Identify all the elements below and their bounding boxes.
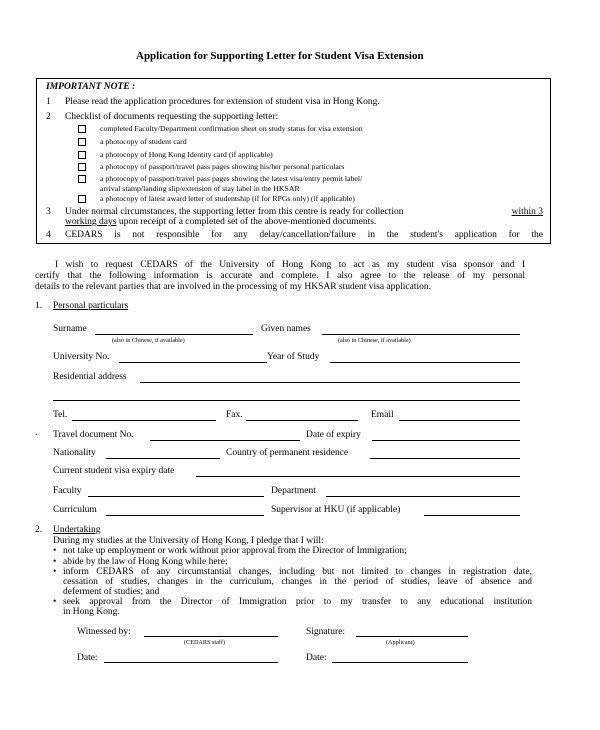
declaration-line-1: I wish to request CEDARS of the University of Hong Kong to act as my student visa sponsor and I [55, 260, 525, 270]
department-field[interactable] [326, 496, 520, 497]
section-2-number: 2. [35, 525, 43, 535]
undertaking-item: not take up employment or work without prior approval from the Director of Immigration; [63, 546, 407, 556]
checklist-item: a photocopy of latest award letter of studentship (if for RPGs only) (if applicable) [100, 194, 355, 203]
bullet-mark: . [35, 428, 38, 438]
note-item-4-text: CEDARS is not responsible for any delay/cancellation/failure in the student's application for the [65, 230, 543, 240]
note-item-1-num: 1 [46, 97, 51, 107]
undertaking-item-continued: cessation of studies, changes in the curriculum, changes in the period of studies, leave of absence and [63, 577, 532, 587]
witness-date-label: Date: [77, 653, 98, 663]
applicant-hint: (Applicant) [386, 639, 415, 646]
faculty-field[interactable] [88, 496, 264, 497]
university-no-label: University No. [53, 352, 110, 362]
undertaking-intro: During my studies at the University of Hong Kong, I pledge that I will: [53, 536, 324, 546]
bullet-mark: • [53, 546, 57, 556]
fax-field[interactable] [246, 420, 358, 421]
visa-expiry-label: Current student visa expiry date [53, 466, 175, 476]
country-residence-label: Country of permanent residence [226, 448, 349, 458]
visa-expiry-field[interactable] [196, 476, 520, 477]
note-item-3-num: 3 [46, 207, 51, 217]
date-of-expiry-field[interactable] [372, 440, 520, 441]
undertaking-item-continued: deferment of studies; and [63, 587, 160, 597]
curriculum-label: Curriculum [53, 505, 97, 515]
section-1-heading: Personal particulars [53, 301, 129, 311]
year-of-study-field[interactable] [330, 362, 520, 363]
year-of-study-label: Year of Study [267, 352, 320, 362]
checklist-item: a photocopy of Hong Kong Identity card (if applicable) [100, 150, 273, 159]
witness-signature-field[interactable] [144, 636, 278, 637]
faculty-label: Faculty [53, 486, 82, 496]
given-names-field[interactable] [322, 334, 520, 335]
note-item-2-num: 2 [46, 112, 51, 122]
checkbox-confirmation-sheet[interactable] [78, 125, 86, 133]
bullet-mark: • [53, 597, 57, 607]
applicant-signature-field[interactable] [356, 636, 468, 637]
signature-label: Signature: [306, 627, 346, 637]
curriculum-field[interactable] [106, 515, 264, 516]
nationality-field[interactable] [106, 458, 220, 459]
undertaking-item: seek approval from the Director of Immigration prior to my transfer to any educational institution [63, 597, 532, 607]
department-label: Department [271, 486, 316, 496]
undertaking-item: inform CEDARS of any circumstantial changes, including but not limited to changes in registration date, [63, 567, 532, 577]
residential-address-field-2[interactable] [53, 400, 520, 401]
surname-label: Surname [53, 324, 87, 334]
supervisor-field[interactable] [424, 515, 520, 516]
checkbox-passport-particulars[interactable] [78, 163, 86, 171]
declaration-line-2: certify that the following information is accurate and complete. I also agree to the release of my personal [35, 271, 525, 281]
note-heading: IMPORTANT NOTE : [46, 82, 136, 92]
country-residence-field[interactable] [370, 458, 520, 459]
university-no-field[interactable] [119, 362, 267, 363]
email-field[interactable] [399, 420, 520, 421]
given-names-label: Given names [261, 324, 311, 334]
applicant-date-label: Date: [306, 653, 327, 663]
checkbox-hkid[interactable] [78, 151, 86, 159]
checklist-item: a photocopy of passport/travel pass pages showing his/her personal particulars [100, 162, 345, 171]
nationality-label: Nationality [53, 448, 96, 458]
page-title: Application for Supporting Letter for Student Visa Extension [136, 50, 424, 62]
note-item-3-text: Under normal circumstances, the supporting letter from this centre is ready for collection [65, 207, 404, 217]
checklist-item-continued: arrival stamp/landing slip/extension of stay label in the HKSAR [100, 184, 300, 193]
section-2-heading: Undertaking [53, 525, 101, 535]
note-item-3-emphasis: within 3 [511, 207, 543, 217]
surname-hint: (also in Chinese, if available) [112, 337, 185, 344]
declaration-line-3: details to the relevant parties that are involved in the processing of my HKSAR student visa application. [35, 282, 432, 292]
checkbox-student-card[interactable] [78, 138, 86, 146]
checkbox-award-letter[interactable] [78, 195, 86, 203]
witnessed-by-label: Witnessed by: [77, 627, 131, 637]
note-item-3-emphasis-2: working days [65, 217, 117, 227]
fax-label: Fax. [226, 410, 243, 420]
checklist-item: a photocopy of passport/travel pass pages showing the latest visa/entry permit label/ [100, 174, 363, 183]
given-names-hint: (also in Chinese, if available) [338, 337, 411, 344]
checkbox-passport-visa[interactable] [78, 175, 86, 183]
travel-document-field[interactable] [150, 440, 300, 441]
checklist-item: a photocopy of student card [100, 137, 187, 146]
note-item-4-num: 4 [46, 230, 51, 240]
bullet-mark: • [53, 557, 57, 567]
email-label: Email [371, 410, 394, 420]
tel-label: Tel. [53, 410, 68, 420]
tel-field[interactable] [72, 420, 216, 421]
date-of-expiry-label: Date of expiry [306, 430, 361, 440]
applicant-date-field[interactable] [332, 662, 468, 663]
bullet-mark: • [53, 567, 57, 577]
supervisor-label: Supervisor at HKU (if applicable) [271, 505, 401, 515]
undertaking-item-continued: in Hong Kong. [63, 607, 120, 617]
undertaking-item: abide by the law of Hong Kong while here; [63, 557, 228, 567]
note-item-3-line2 [65, 217, 376, 227]
checklist-item: completed Faculty/Department confirmation sheet on study status for visa extension [100, 124, 363, 133]
residential-address-label: Residential address [53, 372, 127, 382]
note-item-3-text-2: upon receipt of a completed set of the above-mentioned documents. [116, 217, 377, 227]
surname-field[interactable] [95, 334, 253, 335]
travel-document-label: Travel document No. [53, 430, 134, 440]
section-1-number: 1. [35, 301, 43, 311]
witness-date-field[interactable] [104, 662, 278, 663]
note-item-2-text: Checklist of documents requesting the supporting letter: [65, 112, 279, 122]
note-item-1-text: Please read the application procedures for extension of student visa in Hong Kong. [65, 97, 380, 107]
cedars-staff-hint: (CEDARS staff) [184, 639, 225, 646]
note-item-3-line1 [65, 207, 543, 217]
residential-address-field-1[interactable] [140, 382, 520, 383]
